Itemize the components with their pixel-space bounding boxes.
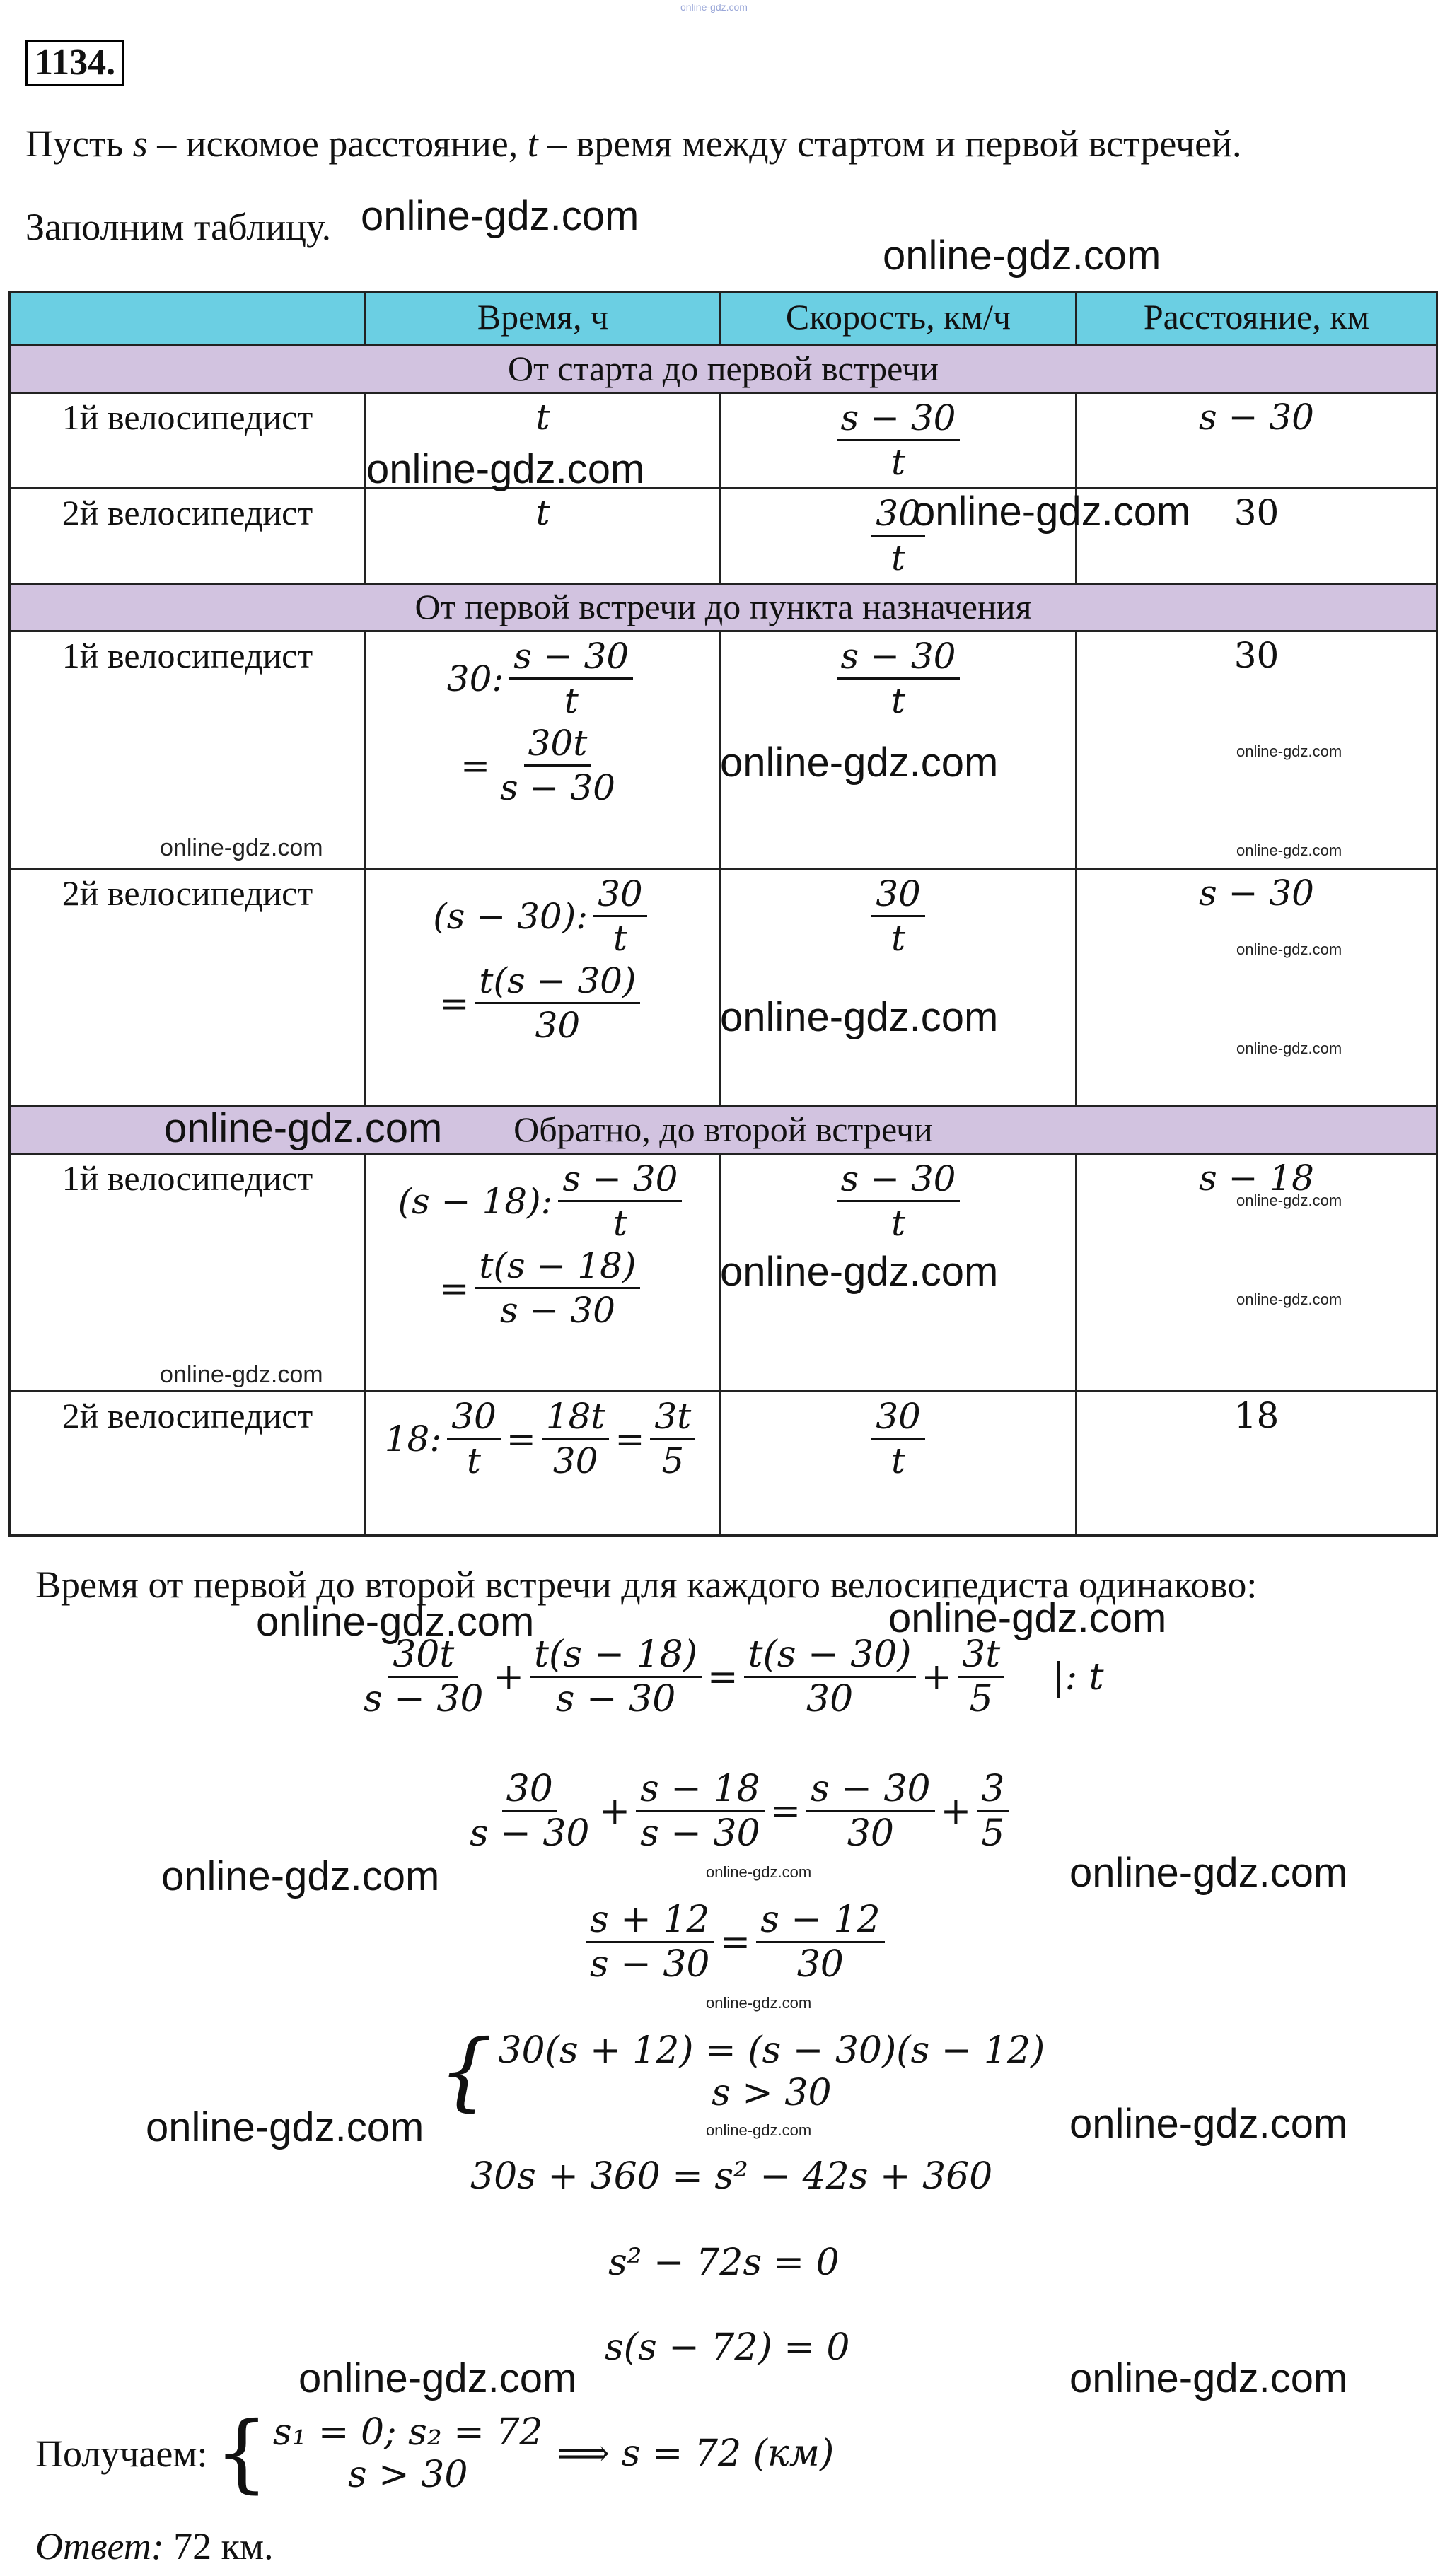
answer-value: 72 км. <box>163 2525 274 2568</box>
system-line-1: 30(s + 12) = (s − 30)(s − 12) <box>498 2029 1045 2072</box>
plus-sign: + <box>921 1655 953 1698</box>
equation-4: 30s + 360 = s² − 42s + 360 <box>470 2155 993 2198</box>
distance-cell: s − 30 <box>1077 393 1437 489</box>
fraction-denominator: 5 <box>661 1440 685 1481</box>
intro-text-b: – искомое расстояние, <box>147 122 528 165</box>
fraction-denominator: s − 30 <box>499 1290 615 1331</box>
time-cell: t <box>366 393 721 489</box>
watermark-small: online-gdz.com <box>160 1361 323 1388</box>
watermark: online-gdz.com <box>298 2355 577 2401</box>
equals-sign: = <box>439 982 470 1024</box>
watermark-small: online-gdz.com <box>1236 1290 1342 1308</box>
time-prefix: 18: <box>384 1418 442 1459</box>
distance-cell: s − 18 <box>1077 1154 1437 1392</box>
divide-note: |: t <box>1052 1655 1104 1698</box>
equation-1 <box>354 1633 1132 1720</box>
watermark: online-gdz.com <box>912 489 1191 535</box>
fraction-numerator: 18t <box>542 1395 610 1440</box>
fraction-denominator: 30 <box>847 1812 894 1855</box>
row-label: 1й велосипедист <box>10 1154 366 1392</box>
watermark: online-gdz.com <box>720 740 999 786</box>
header-cell-speed: Скорость, км/ч <box>721 293 1077 346</box>
fraction-numerator: t(s − 30) <box>475 960 640 1004</box>
answer-label: Ответ: <box>35 2525 164 2568</box>
fraction-denominator: 30 <box>552 1440 598 1481</box>
distance-cell: 30 <box>1077 489 1437 584</box>
equation-5: s² − 72s = 0 <box>608 2242 840 2284</box>
fraction-denominator: t <box>890 442 906 483</box>
header-cell-time: Время, ч <box>366 293 721 346</box>
watermark: online-gdz.com <box>888 1595 1167 1641</box>
fraction-denominator: 5 <box>981 1812 1005 1855</box>
fraction-denominator: 30 <box>796 1943 844 1986</box>
speed-cell <box>721 1392 1077 1536</box>
table-row <box>10 869 1437 1107</box>
equals-sign: = <box>460 745 490 786</box>
fraction-denominator: t <box>890 537 906 578</box>
equals-sign: = <box>770 1790 801 1833</box>
time-cell <box>366 869 721 1107</box>
equals-sign: = <box>707 1655 738 1698</box>
watermark: online-gdz.com <box>146 2104 424 2150</box>
equals-sign: = <box>506 1418 536 1459</box>
solution-table <box>8 291 1438 1537</box>
watermark-small: online-gdz.com <box>706 2121 812 2139</box>
row-label: 1й велосипедист <box>10 631 366 869</box>
problem-number: 1134. <box>25 40 124 86</box>
fraction-denominator: s − 30 <box>364 1678 484 1720</box>
equals-sign: = <box>439 1267 470 1309</box>
fraction-denominator: s − 30 <box>470 1812 590 1855</box>
watermark: online-gdz.com <box>366 446 645 492</box>
time-prefix: 30: <box>446 658 504 699</box>
section-first-meeting-to-destination: От первой встречи до пункта назначения <box>10 584 1437 631</box>
speed-cell <box>721 869 1077 1107</box>
time-cell: t <box>366 489 721 584</box>
fraction-numerator: 30t <box>524 722 592 767</box>
time-cell <box>366 1392 721 1536</box>
plus-sign: + <box>493 1655 525 1698</box>
time-prefix: (s − 30): <box>433 895 588 937</box>
watermark: online-gdz.com <box>1069 2101 1348 2147</box>
watermark-small: online-gdz.com <box>1236 1039 1342 1057</box>
time-cell <box>366 631 721 869</box>
watermark: online-gdz.com <box>720 994 999 1040</box>
row-label: 1й велосипедист <box>10 393 366 489</box>
time-prefix: (s − 18): <box>397 1180 553 1222</box>
watermark: online-gdz.com <box>161 1853 440 1899</box>
fraction-denominator: s − 30 <box>640 1812 760 1855</box>
watermark: online-gdz.com <box>1069 1850 1348 1896</box>
fraction-denominator: t <box>613 1203 627 1244</box>
distance-cell: s − 30 <box>1077 869 1437 1107</box>
table-row <box>10 489 1437 584</box>
watermark-small: online-gdz.com <box>1236 742 1342 760</box>
fraction-denominator: s − 30 <box>590 1943 710 1986</box>
answer-line <box>35 2524 274 2568</box>
fraction-denominator: t <box>890 918 906 959</box>
header-cell-distance: Расстояние, км <box>1077 293 1437 346</box>
watermark-small: online-gdz.com <box>1236 841 1342 859</box>
intro-var-s: s <box>132 122 148 165</box>
fraction-denominator: 30 <box>806 1678 854 1720</box>
time-cell <box>366 1154 721 1392</box>
fraction-denominator: s − 30 <box>499 767 615 808</box>
result-block <box>35 2404 835 2502</box>
watermark: online-gdz.com <box>361 193 639 239</box>
plus-sign: + <box>599 1790 631 1833</box>
fraction-numerator: s − 30 <box>509 635 633 680</box>
watermark: online-gdz.com <box>883 233 1161 279</box>
fraction-denominator: 30 <box>535 1005 581 1046</box>
fraction-numerator: s − 30 <box>837 397 961 441</box>
fraction-denominator: s − 30 <box>555 1678 676 1720</box>
fraction-numerator: 3t <box>650 1395 695 1440</box>
fraction-numerator: s − 30 <box>806 1768 934 1812</box>
intro-text-a: Пусть <box>25 122 133 165</box>
intro-line-1 <box>25 122 1242 165</box>
intro-text-c: – время между стартом и первой встречей. <box>538 122 1242 165</box>
fraction-denominator: t <box>890 680 906 721</box>
section-start-to-first-meeting: От старта до первой встречи <box>10 346 1437 393</box>
fraction-denominator: t <box>564 680 579 721</box>
distance-cell: 18 <box>1077 1392 1437 1536</box>
result-line-2: s > 30 <box>347 2454 468 2496</box>
table-row <box>10 393 1437 489</box>
watermark-small: online-gdz.com <box>706 1863 812 1881</box>
result-line-1: s₁ = 0; s₂ = 72 <box>272 2411 543 2454</box>
watermark-small: online-gdz.com <box>160 834 323 861</box>
fraction-numerator: t(s − 30) <box>744 1633 916 1678</box>
solution-statement: Время от первой до второй встречи для каждого велосипедиста одинаково: <box>35 1563 1258 1606</box>
equation-6: s(s − 72) = 0 <box>605 2326 850 2369</box>
fraction-numerator: s − 18 <box>636 1768 764 1812</box>
brace-icon: { <box>439 2022 493 2121</box>
fraction-numerator: t(s − 18) <box>530 1633 702 1678</box>
watermark-small: online-gdz.com <box>706 1994 812 2012</box>
watermark: online-gdz.com <box>164 1105 443 1151</box>
intro-line-2: Заполним таблицу. <box>25 206 332 248</box>
fraction-numerator: 3t <box>958 1633 1004 1678</box>
system-1 <box>439 2022 1045 2121</box>
fraction-denominator: t <box>466 1440 482 1481</box>
section-back-to-second-meeting: Обратно, до второй встречи <box>10 1107 1437 1154</box>
row-label: 2й велосипедист <box>10 869 366 1107</box>
fraction-numerator: 30 <box>502 1768 557 1812</box>
watermark-small: online-gdz.com <box>1236 1191 1342 1209</box>
watermark-small: online-gdz.com <box>1236 940 1342 958</box>
system-line-2: s > 30 <box>712 2072 832 2114</box>
fraction-numerator: s − 12 <box>756 1899 884 1943</box>
fraction-denominator: t <box>890 1203 906 1244</box>
table-row <box>10 1392 1437 1536</box>
fraction-denominator: t <box>890 1440 906 1481</box>
brace-icon: { <box>214 2404 269 2502</box>
fraction-numerator: s + 12 <box>586 1899 714 1943</box>
speed-cell <box>721 393 1077 489</box>
intro-var-t: t <box>527 122 538 165</box>
plus-sign: + <box>940 1790 972 1833</box>
fraction-numerator: s − 30 <box>837 1158 961 1202</box>
fraction-numerator: 30 <box>447 1395 501 1440</box>
fraction-numerator: 3 <box>977 1768 1009 1812</box>
row-label: 2й велосипедист <box>10 1392 366 1536</box>
watermark: online-gdz.com <box>720 1249 999 1295</box>
equals-sign: = <box>615 1418 645 1459</box>
watermark: online-gdz.com <box>1069 2355 1348 2401</box>
distance-cell: 30 <box>1077 631 1437 869</box>
fraction-numerator: 30 <box>871 873 925 917</box>
top-site-label: online-gdz.com <box>680 1 748 13</box>
result-implies: ⟹ s = 72 (км) <box>557 2432 835 2475</box>
fraction-numerator: 30t <box>388 1633 458 1678</box>
fraction-numerator: s − 30 <box>837 635 961 680</box>
watermark: online-gdz.com <box>256 1599 535 1645</box>
fraction-denominator: 5 <box>969 1678 993 1720</box>
row-label: 2й велосипедист <box>10 489 366 584</box>
equals-sign: = <box>719 1921 751 1964</box>
table-header-row <box>10 293 1437 346</box>
fraction-numerator: 30 <box>871 492 925 537</box>
fraction-numerator: t(s − 18) <box>475 1245 640 1289</box>
equation-3 <box>580 1899 934 1986</box>
fraction-numerator: 30 <box>593 873 647 917</box>
equation-2 <box>460 1768 1026 1855</box>
fraction-denominator: t <box>613 918 627 959</box>
fraction-numerator: 30 <box>871 1395 925 1440</box>
header-cell-empty <box>10 293 366 346</box>
result-label: Получаем: <box>35 2432 208 2475</box>
fraction-numerator: s − 30 <box>558 1158 682 1202</box>
